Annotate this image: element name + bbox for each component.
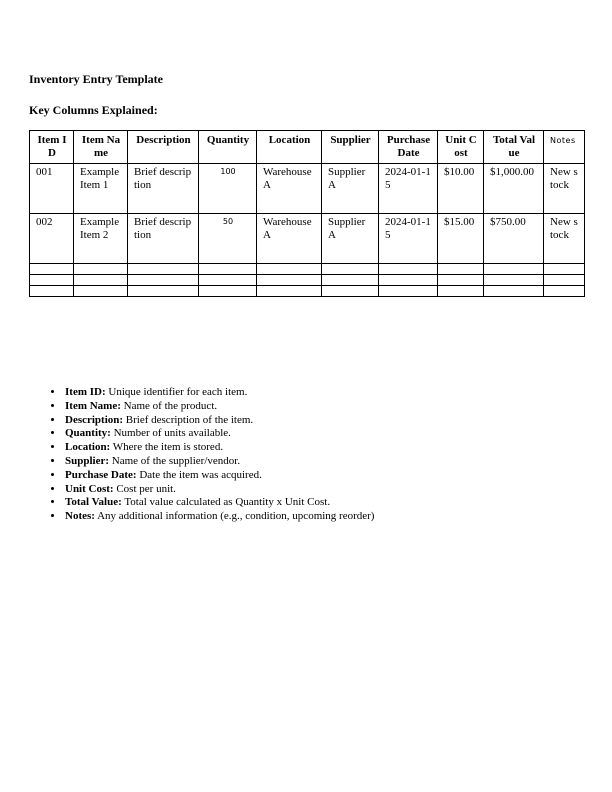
- table-cell: Example Item 1: [74, 164, 128, 214]
- header-cell-supplier: Supplier: [322, 131, 379, 164]
- header-cell-total-value: Total Value: [484, 131, 544, 164]
- list-item-term: Notes:: [65, 510, 95, 523]
- list-item-term: Item ID:: [65, 386, 106, 398]
- table-cell: 001: [30, 164, 74, 214]
- list-item-term: Purchase Date:: [65, 468, 137, 481]
- empty-table-row: [30, 264, 585, 275]
- list-item-description: Unique identifier for each item.: [108, 386, 248, 398]
- header-cell-description: Description: [128, 131, 199, 164]
- table-cell: $15.00: [438, 214, 484, 264]
- header-cell-unit-cost: Unit Cost: [438, 131, 484, 164]
- list-item-description: Any additional information (e.g., condition, upcoming reorder): [97, 510, 375, 523]
- list-item: [64, 441, 374, 455]
- table-cell: Brief description: [128, 214, 199, 264]
- table-cell: Supplier A: [322, 164, 379, 214]
- list-item: [64, 386, 374, 400]
- list-item-term: Total Value:: [65, 496, 122, 509]
- empty-table-row: [30, 286, 585, 297]
- list-item-description: Total value calculated as Quantity x Unit Cost.: [124, 496, 331, 509]
- list-item: [64, 414, 374, 428]
- header-cell-notes: Notes: [544, 131, 585, 164]
- list-item-term: Location:: [65, 441, 111, 454]
- table-cell: Example Item 2: [74, 214, 128, 264]
- header-cell-item-id: Item ID: [30, 131, 74, 164]
- list-item-description: Date the item was acquired.: [139, 468, 262, 481]
- header-row: [30, 131, 585, 164]
- header-cell-location: Location: [257, 131, 322, 164]
- table-cell: Brief description: [128, 164, 199, 214]
- list-item: [64, 510, 374, 524]
- list-item: [64, 427, 374, 441]
- table-cell: Warehouse A: [257, 214, 322, 264]
- list-item-description: Name of the supplier/vendor.: [111, 454, 241, 467]
- table-cell: 002: [30, 214, 74, 264]
- table-cell: $750.00: [484, 214, 544, 264]
- table-cell: 50: [199, 214, 257, 264]
- list-item: [64, 400, 374, 414]
- table-cell: Supplier A: [322, 214, 379, 264]
- document-title: Inventory Entry Template: [29, 72, 164, 86]
- header-cell-quantity: Quantity: [199, 131, 257, 164]
- list-item-description: Name of the product.: [123, 399, 218, 412]
- table-cell: $10.00: [438, 164, 484, 214]
- list-item-description: Brief description of the item.: [125, 413, 254, 426]
- section-heading: Key Columns Explained:: [29, 103, 158, 117]
- inventory-table: [29, 130, 585, 297]
- list-item-term: Supplier:: [65, 454, 110, 467]
- list-item: [64, 469, 374, 483]
- list-item-description: Where the item is stored.: [112, 441, 224, 454]
- list-item-term: Unit Cost:: [65, 482, 114, 495]
- empty-table-row: [30, 275, 585, 286]
- list-item-term: Description:: [65, 413, 124, 426]
- header-cell-purchase-date: Purchase Date: [379, 131, 438, 164]
- list-item-term: Quantity:: [65, 427, 111, 440]
- list-item: [64, 483, 374, 497]
- list-item-description: Number of units available.: [113, 427, 231, 440]
- list-item-term: Item Name:: [65, 399, 121, 412]
- table-row: [30, 164, 585, 214]
- list-item: [64, 455, 374, 469]
- table-row: [30, 214, 585, 264]
- table-cell: $1,000.00: [484, 164, 544, 214]
- table-cell: 100: [199, 164, 257, 214]
- list-item-description: Cost per unit.: [116, 482, 176, 495]
- table-cell: 2024-01-15: [379, 214, 438, 264]
- table-cell: New stock: [544, 214, 585, 264]
- header-cell-item-name: Item Name: [74, 131, 128, 164]
- table-cell: Warehouse A: [257, 164, 322, 214]
- table-cell: 2024-01-15: [379, 164, 438, 214]
- table-cell: New stock: [544, 164, 585, 214]
- column-definitions-list: [29, 386, 374, 524]
- list-item: [64, 496, 374, 510]
